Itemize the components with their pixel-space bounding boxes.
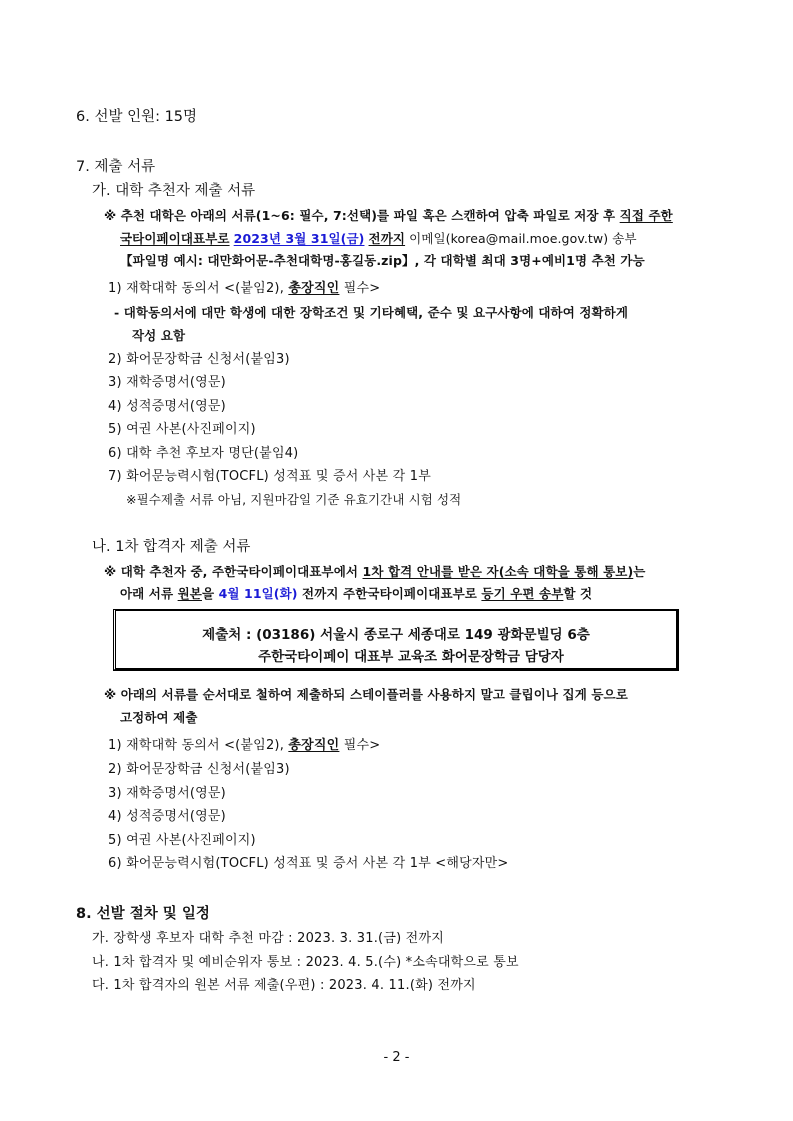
item-num: 3) — [108, 786, 122, 801]
schedule-item: 가. 장학생 후보자 대학 추천 마감 : 2023. 3. 31.(금) 전까지 — [92, 931, 444, 946]
list-item — [108, 785, 226, 803]
deadline-date: 2023년 3월 31일(금) — [233, 231, 365, 246]
note-text: 전까지 주한국타이페이대표부로 — [297, 586, 482, 601]
section-7b-note1-line2 — [120, 585, 592, 603]
item-bold: 총장직인 — [288, 738, 340, 753]
schedule-item: 다. 1차 합격자의 원본 서류 제출(우편) : 2023. 4. 11.(화) 전까지 — [92, 978, 476, 993]
item-text: 화어문능력시험(TOCFL) 성적표 및 증서 사본 각 1부 <해당자만> — [126, 856, 509, 871]
address-line2: 주한국타이페이 대표부 교육조 화어문장학금 담당자 — [258, 649, 564, 665]
item-text: 대학 추천 후보자 명단(붙임4) — [126, 446, 299, 461]
item-text: 필수> — [339, 738, 381, 753]
item7-note: ※필수제출 서류 아님, 지원마감일 기준 유효기간내 시험 성적 — [126, 492, 462, 507]
item-text: 재학증명서(영문) — [126, 786, 226, 801]
deadline-date: 4월 11일(화) — [218, 586, 298, 601]
item-text: 필수> — [339, 281, 381, 296]
section-7a-note-line1 — [104, 207, 673, 225]
item-num: 2) — [108, 762, 122, 777]
list-item — [108, 468, 431, 486]
note-text: 아래 서류 — [120, 586, 178, 601]
item-text: 재학대학 동의서 <(붙임2), — [126, 281, 289, 296]
item-num: 6) — [108, 856, 122, 871]
section-7b-note2-line1: ※ 아래의 서류를 순서대로 철하여 제출하되 스테이플러를 사용하지 말고 클립이나 집게 등으로 — [104, 687, 628, 702]
list-item — [108, 280, 380, 298]
section-7b-note1-line1 — [104, 563, 645, 581]
list-item — [108, 808, 226, 826]
item-text: 성적증명서(영문) — [126, 399, 226, 414]
item-num: 2) — [108, 352, 122, 367]
section-7a-note-line3: 【파일명 예시: 대만화어문-추천대학명-홍길동.zip】, 각 대학별 최대 3명+예비1명 추천 가능 — [120, 253, 645, 268]
page-number: - 2 - — [383, 1050, 410, 1065]
note-text: ※ 추천 대학은 아래의 서류(1~6: 필수, 7:선택)를 파일 혹은 스캔하여 압축 파일로 저장 후 — [104, 208, 620, 223]
schedule-item: 나. 1차 합격자 및 예비순위자 통보 : 2023. 4. 5.(수) *소속대학으로 통보 — [92, 955, 519, 970]
list-item — [108, 855, 509, 873]
item-num: 1) — [108, 738, 122, 753]
item-num: 7) — [108, 469, 122, 484]
item-text: 재학대학 동의서 <(붙임2), — [126, 738, 289, 753]
note-text: 을 — [201, 586, 219, 601]
note-text: ※ 대학 추천자 중, 주한국타이페이대표부에서 — [104, 564, 363, 579]
item-num: 5) — [108, 422, 122, 437]
section-7-title: 7. 제출 서류 — [76, 159, 156, 175]
list-item — [108, 374, 226, 392]
list-item — [108, 351, 290, 369]
item-num: 4) — [108, 399, 122, 414]
item-text: 화어문장학금 신청서(붙임3) — [126, 762, 290, 777]
item-text: 재학증명서(영문) — [126, 375, 226, 390]
item-num: 3) — [108, 375, 122, 390]
list-item — [108, 398, 226, 416]
item-num: 1) — [108, 281, 122, 296]
section-7a-note-line2 — [120, 230, 637, 248]
list-item — [108, 421, 256, 439]
note-underlined: 직접 주한 — [619, 208, 673, 223]
note-text: 는 — [633, 564, 646, 579]
item-text: 여권 사본(사진페이지) — [126, 422, 256, 437]
address-line1: 제출처 : (03186) 서울시 종로구 세종대로 149 광화문빌딩 6층 — [202, 627, 590, 643]
note-text: 할 것 — [563, 586, 593, 601]
section-8-title: 8. 선발 절차 및 일정 — [76, 906, 210, 922]
note-underlined: 국타이페이대표부로 — [120, 231, 230, 246]
sub-note-line2: 작성 요함 — [132, 328, 186, 343]
list-item — [108, 445, 298, 463]
sub-note-line1: - 대학동의서에 대만 학생에 대한 장학조건 및 기타혜택, 준수 및 요구사항에 대하여 정확하게 — [114, 305, 629, 320]
note-text: 이메일(korea@mail.moe.gov.tw) 송부 — [405, 231, 637, 246]
section-7b-title: 나. 1차 합격자 제출 서류 — [92, 539, 251, 555]
item-text: 여권 사본(사진페이지) — [126, 833, 256, 848]
section-7b-note2-line2: 고정하여 제출 — [120, 710, 198, 725]
list-item — [108, 761, 290, 779]
section-7a-title: 가. 대학 추천자 제출 서류 — [92, 183, 256, 199]
list-item — [108, 832, 256, 850]
item-text: 성적증명서(영문) — [126, 809, 226, 824]
item-num: 4) — [108, 809, 122, 824]
item-text: 화어문능력시험(TOCFL) 성적표 및 증서 사본 각 1부 — [126, 469, 431, 484]
note-underlined: 1차 합격 안내를 받은 자(소속 대학을 통해 통보) — [362, 564, 634, 579]
note-underlined: 전까지 — [368, 231, 406, 246]
section-6-title: 6. 선발 인원: 15명 — [76, 109, 198, 125]
note-underlined: 원본 — [177, 586, 202, 601]
list-item — [108, 737, 380, 755]
item-num: 6) — [108, 446, 122, 461]
submission-address-box — [113, 609, 679, 671]
item-text: 화어문장학금 신청서(붙임3) — [126, 352, 290, 367]
note-underlined: 등기 우편 송부 — [481, 586, 564, 601]
item-bold: 총장직인 — [288, 281, 340, 296]
item-num: 5) — [108, 833, 122, 848]
